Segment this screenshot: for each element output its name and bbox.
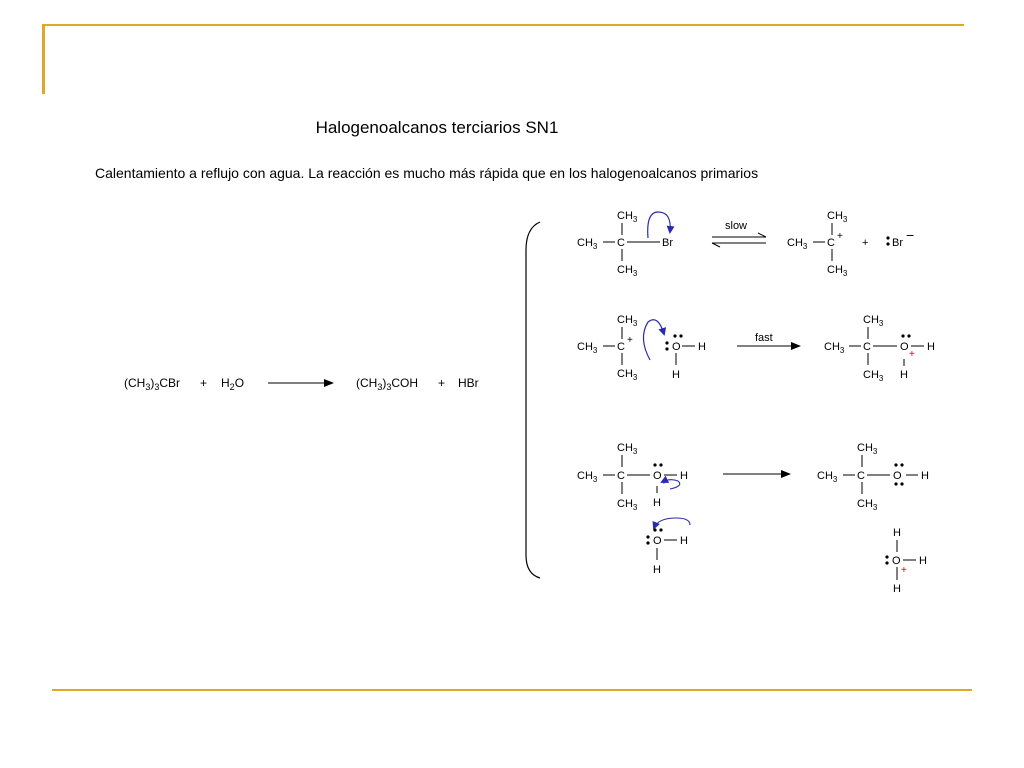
step2-arrow xyxy=(737,332,800,346)
svg-text:CH3: $CH_3$ xyxy=(827,210,848,224)
svg-text:O: O xyxy=(653,470,662,482)
svg-text:−: − xyxy=(906,227,915,243)
hbr-formula: HBr xyxy=(458,376,479,390)
svg-text:O: O xyxy=(672,341,681,353)
water-formula: $H_2O$ xyxy=(221,376,245,392)
svg-text:C: C xyxy=(827,237,835,249)
bromide-ion xyxy=(886,227,914,249)
svg-text:H: H xyxy=(653,564,661,576)
oxonium-step3 xyxy=(577,442,688,512)
svg-text:CH3: $CH_3$ xyxy=(617,264,638,278)
svg-text:H: H xyxy=(893,527,901,539)
overall-equation xyxy=(124,376,479,392)
svg-text:CH3: $CH_3$ xyxy=(863,369,884,383)
svg-text:CH3: $CH_3$ xyxy=(863,314,884,328)
svg-text:CH3: $CH_3$ xyxy=(787,237,808,251)
mechanism-bracket xyxy=(526,222,540,578)
svg-text:CH3: $CH_3$ xyxy=(617,442,638,456)
svg-text:H: H xyxy=(921,470,929,482)
mechanism xyxy=(577,210,935,595)
svg-text:CH3: $CH_3$ xyxy=(617,210,638,224)
svg-text:C: C xyxy=(857,470,865,482)
svg-text:H: H xyxy=(927,341,935,353)
svg-text:CH3: $CH_3$ xyxy=(617,498,638,512)
svg-text:CH3: $CH_3$ xyxy=(827,264,848,278)
svg-text:CH3: $CH_3$ xyxy=(857,498,878,512)
svg-text:+: + xyxy=(661,477,667,488)
svg-text:CH3: $CH_3$ xyxy=(617,368,638,382)
svg-text:+: + xyxy=(909,349,915,360)
svg-text:+: + xyxy=(901,565,907,576)
svg-text:H: H xyxy=(680,470,688,482)
svg-text:CH3: $CH_3$ xyxy=(617,314,638,328)
tert-butyl-bromide xyxy=(577,210,673,278)
svg-text:H: H xyxy=(680,535,688,547)
water-molecule xyxy=(643,320,706,381)
svg-text:CH3: $CH_3$ xyxy=(577,341,598,355)
svg-text:CH3: $CH_3$ xyxy=(824,341,845,355)
svg-text:C: C xyxy=(617,237,625,249)
svg-text:+: + xyxy=(627,335,633,346)
oxonium-ion xyxy=(824,314,935,383)
reactant-formula: $(CH_3)_3CBr$ xyxy=(124,376,181,392)
slide-subtitle: Calentamiento a reflujo con agua. La reacción es mucho más rápida que en los halogenoalcanos primarios xyxy=(95,165,759,181)
svg-text:O: O xyxy=(893,470,902,482)
svg-text:O: O xyxy=(653,535,662,547)
hydronium-ion xyxy=(885,527,927,595)
tert-butyl-carbocation xyxy=(787,210,848,278)
step1-label: slow xyxy=(725,220,748,232)
tert-butanol xyxy=(817,442,929,512)
carbocation-step2 xyxy=(577,314,638,382)
svg-text:CH3: $CH_3$ xyxy=(577,237,598,251)
equilibrium-arrows xyxy=(712,220,766,247)
svg-text:H: H xyxy=(698,341,706,353)
svg-text:C: C xyxy=(617,470,625,482)
plus-sign: + xyxy=(200,376,208,390)
svg-text:H: H xyxy=(893,583,901,595)
svg-text:H: H xyxy=(653,497,661,509)
plus-sign: + xyxy=(862,237,869,249)
svg-text:H: H xyxy=(919,555,927,567)
svg-text:O: O xyxy=(900,341,909,353)
svg-text:CH3: $CH_3$ xyxy=(577,470,598,484)
svg-text:Br: Br xyxy=(662,237,673,249)
curly-arrow xyxy=(654,518,690,528)
svg-text:H: H xyxy=(900,369,908,381)
svg-text:O: O xyxy=(892,555,901,567)
curly-arrow xyxy=(643,320,664,360)
product-formula: $(CH_3)_3COH$ xyxy=(356,376,419,392)
plus-sign: + xyxy=(438,376,446,390)
svg-text:Br: Br xyxy=(892,237,903,249)
svg-text:CH3: $CH_3$ xyxy=(817,470,838,484)
svg-text:+: + xyxy=(837,231,843,242)
slide-title: Halogenoalcanos terciarios SN1 xyxy=(315,118,559,137)
svg-text:CH3: $CH_3$ xyxy=(857,442,878,456)
svg-text:H: H xyxy=(672,369,680,381)
step2-label: fast xyxy=(755,332,773,344)
svg-text:C: C xyxy=(863,341,871,353)
curly-arrow xyxy=(648,212,671,238)
water-base xyxy=(646,518,690,576)
svg-text:C: C xyxy=(617,341,625,353)
